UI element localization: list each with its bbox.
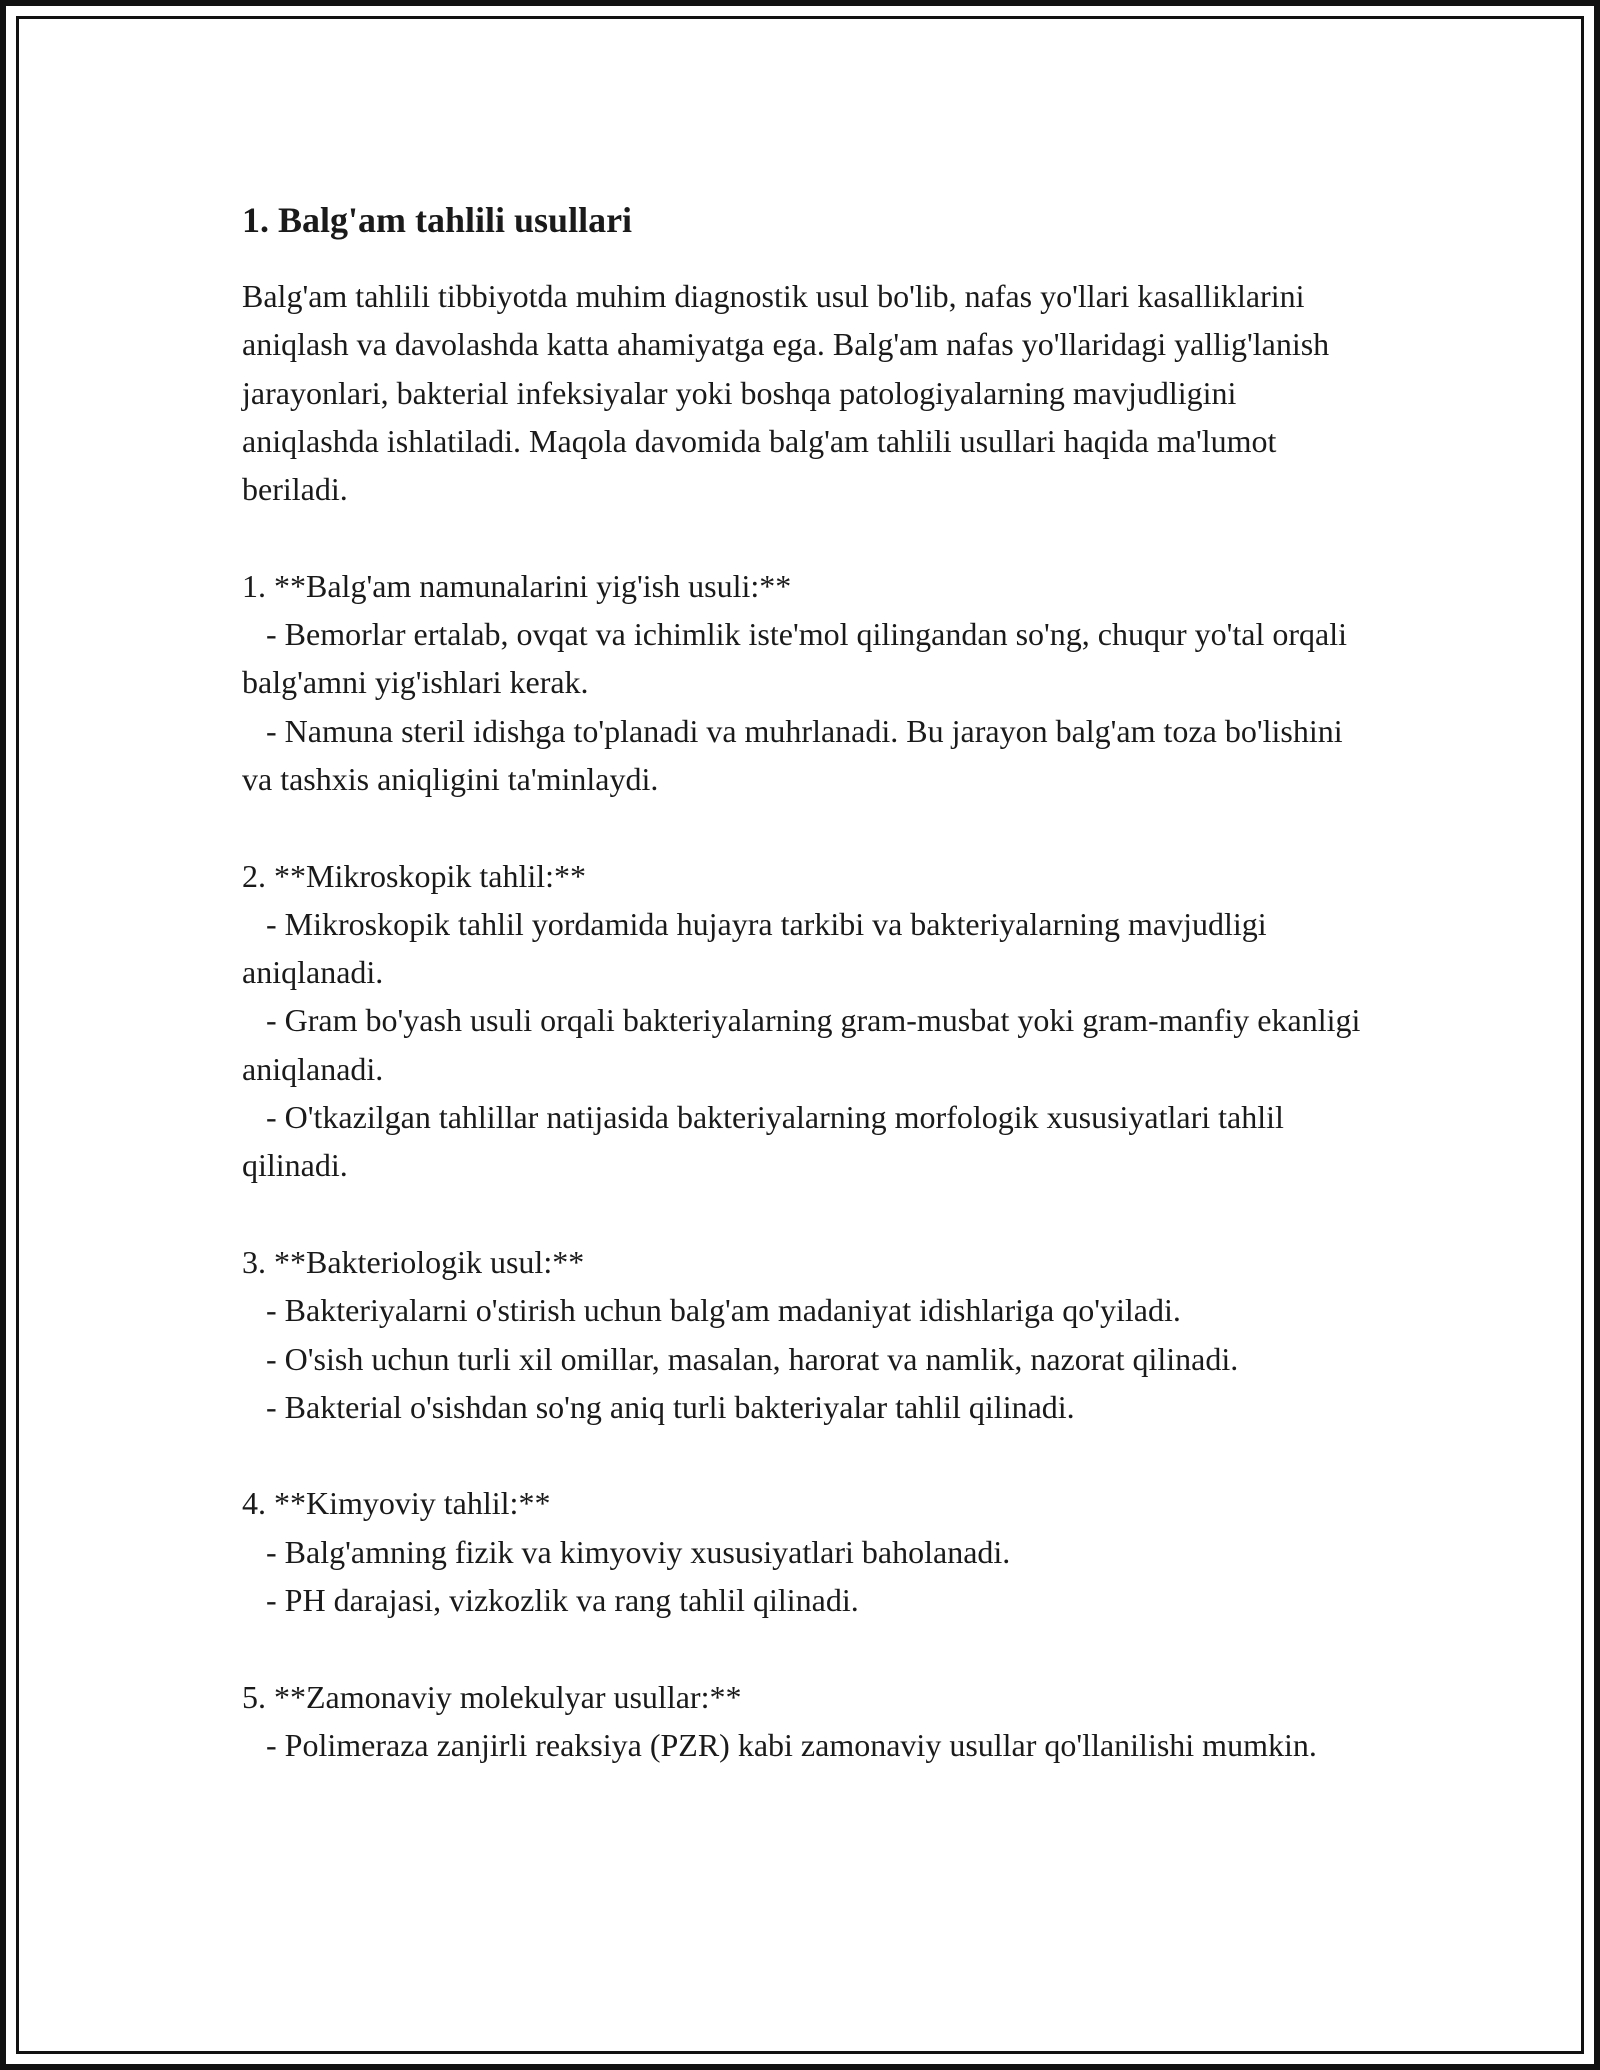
section-heading: 1. **Balg'am namunalarini yig'ish usuli:** [242, 567, 792, 604]
list-item: - Mikroskopik tahlil yordamida hujayra tarkibi va bakteriyalarning mavjudligi aniqlanadi. [242, 905, 1275, 991]
paragraph-gap [242, 1624, 1372, 1672]
document-body [242, 194, 1372, 1769]
list-item: - Balg'amning fizik va kimyoviy xususiyatlari baholanadi. [242, 1533, 1011, 1570]
list-item: - O'sish uchun turli xil omillar, masalan, harorat va namlik, nazorat qilinadi. [242, 1340, 1239, 1377]
section-chemical-analysis [242, 1479, 1372, 1624]
document-title: 1. Balg'am tahlili usullari [242, 200, 633, 240]
paragraph-gap [242, 513, 1372, 561]
list-item: - Bemorlar ertalab, ovqat va ichimlik iste'mol qilingandan so'ng, chuqur yo'tal orqali balg'amni yig'ishlari kerak. [242, 616, 1356, 701]
section-molecular-methods [242, 1673, 1372, 1770]
section-bacteriological-method [242, 1238, 1372, 1431]
paragraph-gap [242, 1431, 1372, 1479]
list-item: - Namuna steril idishga to'planadi va muhrlanadi. Bu jarayon balg'am toza bo'lishini va tashxis aniqligini ta'minlaydi. [242, 712, 1351, 797]
list-item: - Bakterial o'sishdan so'ng aniq turli bakteriyalar tahlil qilinadi. [242, 1388, 1075, 1425]
section-heading: 2. **Mikroskopik tahlil:** [242, 857, 586, 894]
list-item: - PH darajasi, vizkozlik va rang tahlil qilinadi. [242, 1582, 859, 1619]
section-heading: 3. **Bakteriologik usul:** [242, 1243, 585, 1280]
paragraph-gap [242, 1190, 1372, 1238]
list-item: - O'tkazilgan tahlillar natijasida bakteriyalarning morfologik xususiyatlari tahlil qilinadi. [242, 1099, 1292, 1184]
list-item: - Bakteriyalarni o'stirish uchun balg'am madaniyat idishlariga qo'yiladi. [242, 1292, 1181, 1329]
section-collection-method [242, 562, 1372, 803]
section-heading: 5. **Zamonaviy molekulyar usullar:** [242, 1678, 742, 1715]
section-microscopic-analysis [242, 852, 1372, 1190]
intro-paragraph: Balg'am tahlili tibbiyotda muhim diagnostik usul bo'lib, nafas yo'llari kasalliklarini aniqlash va davolashda katta ahamiyatga ega. Balg'am nafas yo'llaridagi yallig'lanish jarayonlari, bakterial infeksiyalar yoki boshqa patologiyalarning mavjudligini aniqlashda ishlatiladi. Maqola davomida balg'am tahlili usullari haqida ma'lumot beriladi. [242, 278, 1330, 508]
paragraph-gap [242, 803, 1372, 851]
list-item: - Polimeraza zanjirli reaksiya (PZR) kabi zamonaviy usullar qo'llanilishi mumkin. [242, 1726, 1317, 1763]
list-item: - Gram bo'yash usuli orqali bakteriyalarning gram-musbat yoki gram-manfiy ekanligi aniqlanadi. [242, 1002, 1369, 1087]
section-heading: 4. **Kimyoviy tahlil:** [242, 1485, 551, 1522]
